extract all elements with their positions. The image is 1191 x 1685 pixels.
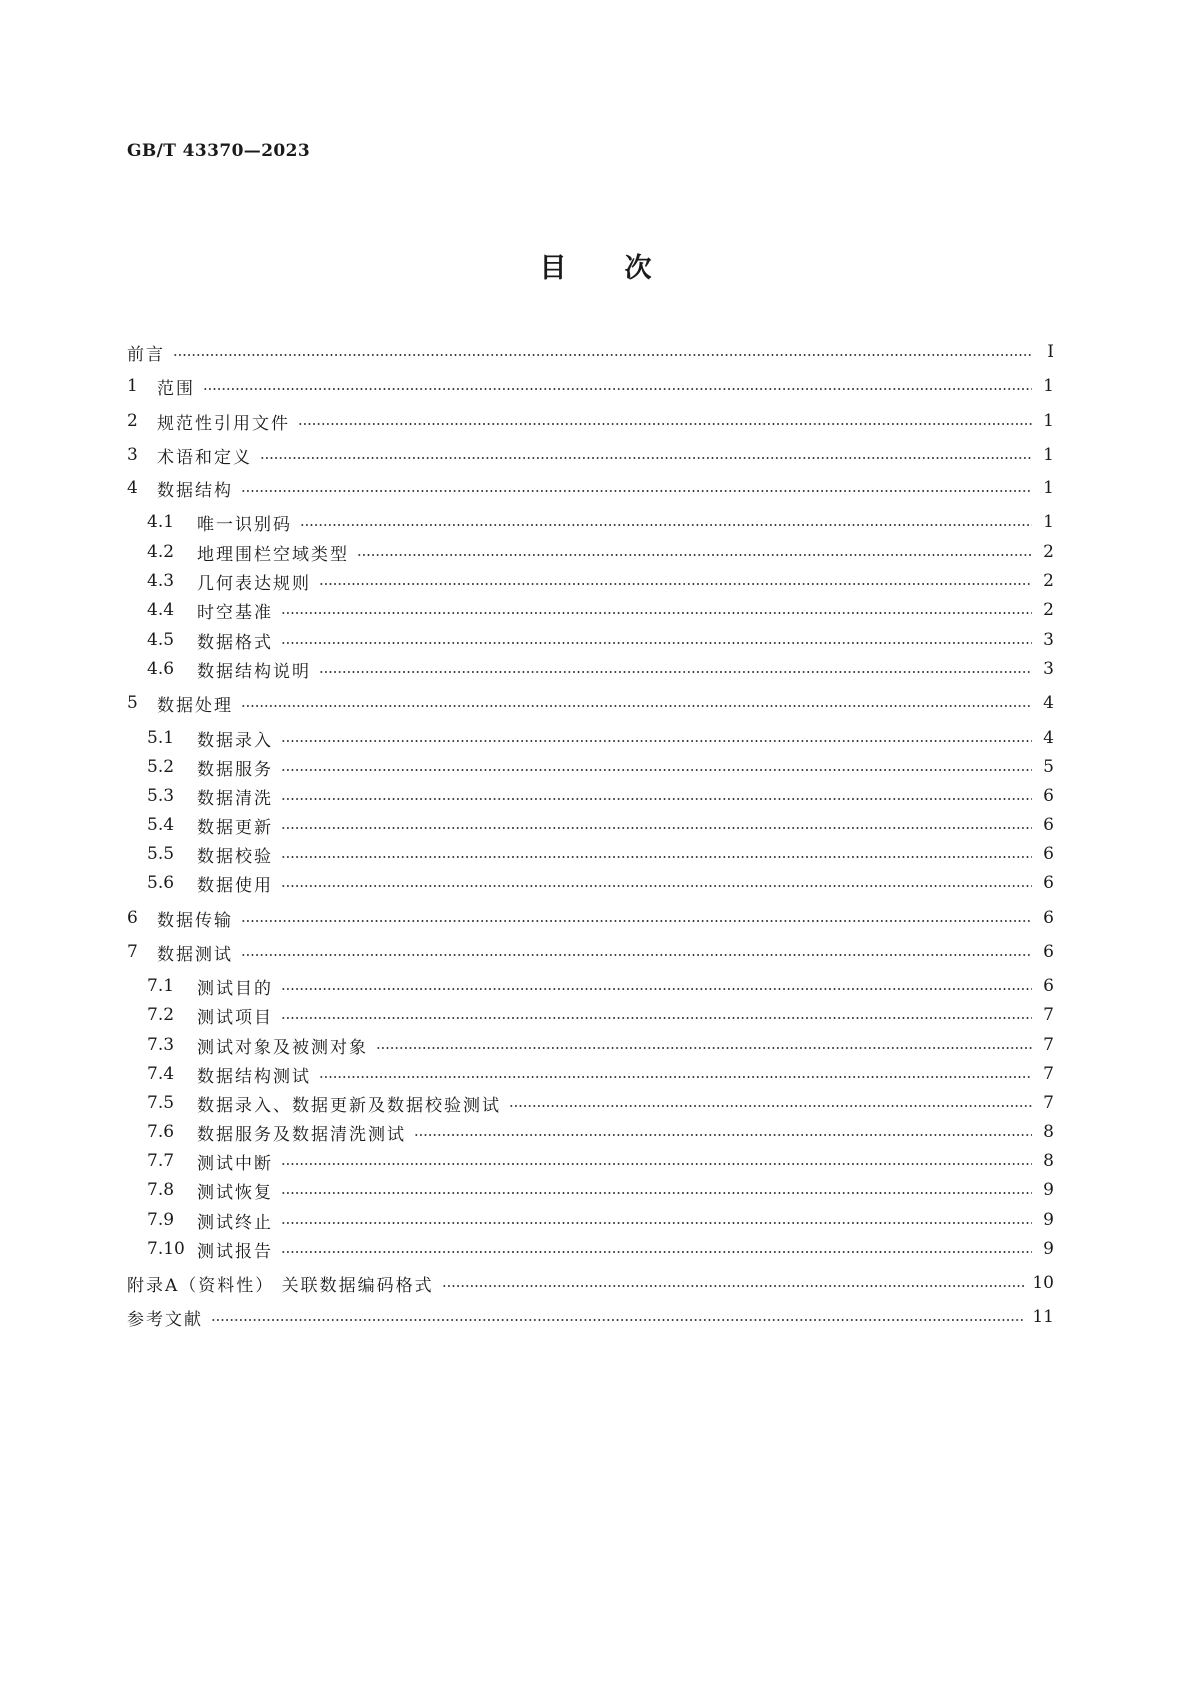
toc-entry-page-number: 1 bbox=[1043, 478, 1054, 498]
dot-leader bbox=[203, 388, 1032, 390]
toc-entry[interactable] bbox=[127, 596, 1054, 624]
dot-leader bbox=[173, 354, 1032, 356]
toc-entry-label: 几何表达规则 bbox=[197, 573, 311, 594]
toc-entry[interactable] bbox=[127, 407, 1054, 435]
toc-entry-label: 规范性引用文件 bbox=[157, 413, 290, 434]
toc-entry-page-number: 8 bbox=[1043, 1151, 1054, 1171]
toc-entry-page-number: 1 bbox=[1043, 411, 1054, 431]
toc-entry-page-number: 4 bbox=[1043, 728, 1054, 748]
toc-entry-number: 7.6 bbox=[147, 1122, 175, 1142]
toc-entry-page-number: 2 bbox=[1043, 600, 1054, 620]
toc-entry-number: 5.2 bbox=[147, 757, 175, 777]
dot-leader bbox=[281, 740, 1032, 742]
toc-entry-page-number: 6 bbox=[1043, 873, 1054, 893]
dot-leader bbox=[281, 1163, 1032, 1165]
dot-leader bbox=[241, 705, 1032, 707]
toc-entry-number: 4.5 bbox=[147, 630, 175, 650]
toc-entry-number: 4.2 bbox=[147, 542, 175, 562]
toc-entry[interactable] bbox=[127, 1206, 1054, 1234]
toc-entry[interactable] bbox=[127, 1147, 1054, 1175]
toc-entry-label: 测试项目 bbox=[197, 1007, 273, 1028]
toc-entry-page-number: 4 bbox=[1043, 693, 1054, 713]
toc-entry-page-number: 1 bbox=[1043, 445, 1054, 465]
toc-entry-page-number: 10 bbox=[1032, 1273, 1054, 1293]
standard-number: GB/T 43370—2023 bbox=[127, 141, 311, 161]
toc-entry-page-number: 1 bbox=[1043, 376, 1054, 396]
toc-entry[interactable] bbox=[127, 626, 1054, 654]
toc-entry-label: 数据测试 bbox=[157, 944, 233, 965]
toc-entry-label: 测试对象及被测对象 bbox=[197, 1037, 368, 1058]
toc-entry-page-number: 7 bbox=[1043, 1064, 1054, 1084]
toc-entry-number: 4.4 bbox=[147, 600, 175, 620]
toc-entry-label: 数据结构说明 bbox=[197, 661, 311, 682]
dot-leader bbox=[241, 920, 1032, 922]
dot-leader bbox=[442, 1285, 1025, 1287]
toc-entry[interactable] bbox=[127, 338, 1054, 366]
toc-entry-number: 5.5 bbox=[147, 844, 175, 864]
toc-entry-page-number: 7 bbox=[1043, 1005, 1054, 1025]
toc-entry-label: 范围 bbox=[157, 378, 195, 399]
toc-entry-number: 4 bbox=[127, 478, 138, 498]
toc-entry-number: 4.3 bbox=[147, 571, 175, 591]
toc-entry[interactable] bbox=[127, 1118, 1054, 1146]
toc-entry-label: 数据传输 bbox=[157, 910, 233, 931]
toc-entry[interactable] bbox=[127, 724, 1054, 752]
toc-entry[interactable] bbox=[127, 441, 1054, 469]
toc-entry-label: 时空基准 bbox=[197, 602, 273, 623]
toc-entry-label: 前言 bbox=[127, 344, 165, 365]
toc-entry[interactable] bbox=[127, 840, 1054, 868]
toc-entry[interactable] bbox=[127, 811, 1054, 839]
dot-leader bbox=[414, 1134, 1032, 1136]
toc-entry[interactable] bbox=[127, 372, 1054, 400]
toc-entry-page-number: Ⅰ bbox=[1047, 342, 1054, 362]
toc-entry-page-number: 7 bbox=[1043, 1035, 1054, 1055]
toc-entry-number: 7.1 bbox=[147, 976, 175, 996]
dot-leader bbox=[281, 827, 1032, 829]
toc-entry-number: 5.4 bbox=[147, 815, 175, 835]
toc-entry-page-number: 3 bbox=[1043, 659, 1054, 679]
toc-entry-label: 数据更新 bbox=[197, 817, 273, 838]
toc-entry[interactable] bbox=[127, 1031, 1054, 1059]
toc-entry[interactable] bbox=[127, 508, 1054, 536]
toc-entry-label: 唯一识别码 bbox=[197, 514, 292, 535]
toc-entry-label: 数据服务及数据清洗测试 bbox=[197, 1124, 406, 1145]
toc-entry-page-number: 1 bbox=[1043, 512, 1054, 532]
toc-entry-page-number: 5 bbox=[1043, 757, 1054, 777]
toc-entry-label: 测试报告 bbox=[197, 1241, 273, 1262]
toc-entry-label: 地理围栏空域类型 bbox=[197, 544, 349, 565]
toc-entry-label: 数据校验 bbox=[197, 846, 273, 867]
dot-leader bbox=[298, 423, 1032, 425]
dot-leader bbox=[281, 1192, 1032, 1194]
toc-entry[interactable] bbox=[127, 972, 1054, 1000]
toc-entry-label: 数据结构测试 bbox=[197, 1066, 311, 1087]
toc-entry[interactable] bbox=[127, 1001, 1054, 1029]
toc-entry[interactable] bbox=[127, 782, 1054, 810]
toc-entry[interactable] bbox=[127, 1089, 1054, 1117]
toc-entry-label: 数据结构 bbox=[157, 480, 233, 501]
dot-leader bbox=[211, 1319, 1024, 1321]
toc-entry[interactable] bbox=[127, 1269, 1054, 1297]
toc-entry-page-number: 9 bbox=[1043, 1180, 1054, 1200]
toc-entry[interactable] bbox=[127, 869, 1054, 897]
toc-entry-label: 数据服务 bbox=[197, 759, 273, 780]
toc-entry-label: 测试终止 bbox=[197, 1212, 273, 1233]
toc-entry-page-number: 6 bbox=[1043, 815, 1054, 835]
page-title: 目次 bbox=[539, 253, 710, 284]
toc-entry[interactable] bbox=[127, 753, 1054, 781]
toc-entry-label: 数据录入、数据更新及数据校验测试 bbox=[197, 1095, 501, 1116]
dot-leader bbox=[509, 1105, 1032, 1107]
dot-leader bbox=[281, 1251, 1032, 1253]
toc-entry-label: 数据使用 bbox=[197, 875, 273, 896]
toc-entry[interactable] bbox=[127, 1235, 1054, 1263]
toc-entry[interactable] bbox=[127, 567, 1054, 595]
toc-entry-page-number: 2 bbox=[1043, 542, 1054, 562]
toc-entry-number: 6 bbox=[127, 908, 138, 928]
dot-leader bbox=[281, 856, 1032, 858]
toc-entry-number: 7.2 bbox=[147, 1005, 175, 1025]
toc-entry-label: 测试恢复 bbox=[197, 1182, 273, 1203]
dot-leader bbox=[319, 671, 1032, 673]
dot-leader bbox=[376, 1047, 1032, 1049]
dot-leader bbox=[357, 554, 1032, 556]
dot-leader bbox=[281, 798, 1032, 800]
toc-entry-page-number: 9 bbox=[1043, 1210, 1054, 1230]
toc-entry-label: 数据处理 bbox=[157, 695, 233, 716]
toc-entry-label: 数据清洗 bbox=[197, 788, 273, 809]
toc-entry-page-number: 6 bbox=[1043, 844, 1054, 864]
toc-entry-page-number: 6 bbox=[1043, 976, 1054, 996]
toc-entry-number: 7 bbox=[127, 942, 138, 962]
dot-leader bbox=[241, 490, 1032, 492]
toc-entry-number: 5.3 bbox=[147, 786, 175, 806]
toc-entry-page-number: 6 bbox=[1043, 786, 1054, 806]
toc-entry-number: 5 bbox=[127, 693, 138, 713]
toc-entry-label: 数据格式 bbox=[197, 632, 273, 653]
toc-entry-label: 参考文献 bbox=[127, 1309, 203, 1330]
dot-leader bbox=[260, 457, 1032, 459]
dot-leader bbox=[319, 1076, 1032, 1078]
dot-leader bbox=[281, 769, 1032, 771]
dot-leader bbox=[241, 954, 1032, 956]
toc-entry[interactable] bbox=[127, 938, 1054, 966]
toc-entry-page-number: 11 bbox=[1032, 1307, 1054, 1327]
dot-leader bbox=[281, 1222, 1032, 1224]
dot-leader bbox=[281, 885, 1032, 887]
toc-entry-page-number: 9 bbox=[1043, 1239, 1054, 1259]
toc-entry-number: 4.6 bbox=[147, 659, 175, 679]
toc-entry-page-number: 2 bbox=[1043, 571, 1054, 591]
toc-entry[interactable] bbox=[127, 1060, 1054, 1088]
toc-entry-page-number: 6 bbox=[1043, 942, 1054, 962]
toc-entry[interactable] bbox=[127, 1303, 1054, 1331]
toc-entry-number: 7.3 bbox=[147, 1035, 175, 1055]
dot-leader bbox=[281, 612, 1032, 614]
toc-entry-label: 测试目的 bbox=[197, 978, 273, 999]
toc-entry-number: 7.10 bbox=[147, 1239, 185, 1259]
toc-entry-number: 7.7 bbox=[147, 1151, 175, 1171]
dot-leader bbox=[300, 524, 1032, 526]
toc-entry-number: 7.9 bbox=[147, 1210, 175, 1230]
toc-entry-page-number: 8 bbox=[1043, 1122, 1054, 1142]
dot-leader bbox=[281, 1017, 1032, 1019]
toc-entry-number: 7.5 bbox=[147, 1093, 175, 1113]
toc-entry-label: 数据录入 bbox=[197, 730, 273, 751]
toc-entry-number: 3 bbox=[127, 445, 138, 465]
toc-entry-page-number: 3 bbox=[1043, 630, 1054, 650]
toc-entry-label: 附录A（资料性） 关联数据编码格式 bbox=[127, 1275, 434, 1296]
toc-entry-number: 7.4 bbox=[147, 1064, 175, 1084]
toc-entry-number: 4.1 bbox=[147, 512, 175, 532]
toc-entry[interactable] bbox=[127, 474, 1054, 502]
dot-leader bbox=[319, 583, 1032, 585]
toc-entry-number: 5.6 bbox=[147, 873, 175, 893]
toc-entry[interactable] bbox=[127, 689, 1054, 717]
toc-entry-label: 术语和定义 bbox=[157, 447, 252, 468]
toc-entry-number: 7.8 bbox=[147, 1180, 175, 1200]
toc-entry-number: 1 bbox=[127, 376, 138, 396]
toc-entry[interactable] bbox=[127, 655, 1054, 683]
toc-entry[interactable] bbox=[127, 904, 1054, 932]
dot-leader bbox=[281, 642, 1032, 644]
toc-entry[interactable] bbox=[127, 538, 1054, 566]
toc-entry-page-number: 7 bbox=[1043, 1093, 1054, 1113]
toc-entry-label: 测试中断 bbox=[197, 1153, 273, 1174]
toc-entry[interactable] bbox=[127, 1176, 1054, 1204]
toc-entry-page-number: 6 bbox=[1043, 908, 1054, 928]
dot-leader bbox=[281, 988, 1032, 990]
toc-entry-number: 5.1 bbox=[147, 728, 175, 748]
toc-entry-number: 2 bbox=[127, 411, 138, 431]
